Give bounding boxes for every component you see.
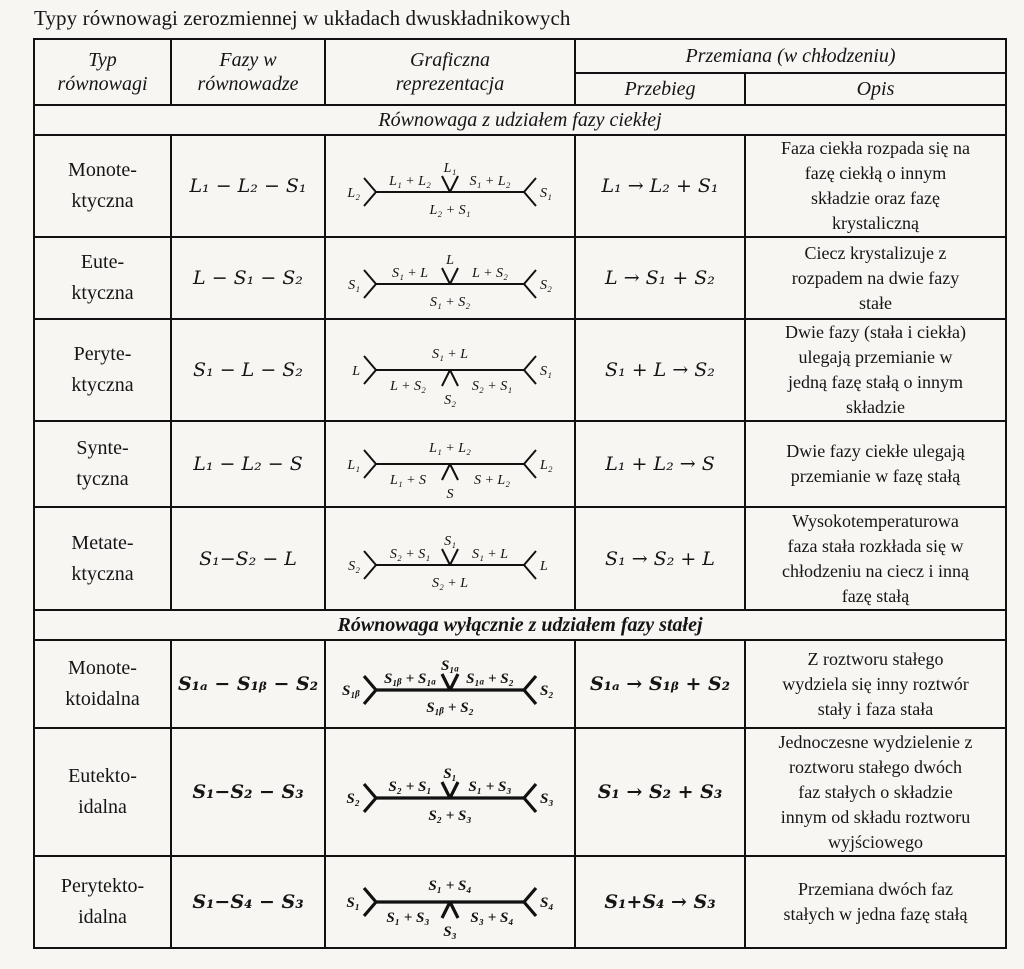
opis-line: Przemiana dwóch faz <box>798 879 953 899</box>
center-fork-right <box>450 176 458 192</box>
center-fork-left <box>442 674 450 690</box>
header-graficzna-line-2: reprezentacja <box>395 73 505 95</box>
diagram-bottom-label: S₁ + S₂ <box>429 295 471 310</box>
phase-diagram <box>330 644 570 724</box>
diagram-bottom-right-label: S₂ + S₁ <box>471 379 513 394</box>
header-opis: Opis <box>745 73 1006 105</box>
table-row <box>34 856 1006 948</box>
cell-diagram <box>325 728 575 856</box>
center-fork-left <box>442 370 450 386</box>
right-fork-lower <box>524 798 536 812</box>
left-fork-lower <box>364 464 376 478</box>
right-fork-upper <box>524 676 536 690</box>
table-row <box>34 135 1006 237</box>
center-fork-right <box>450 782 458 798</box>
equilibrium-table <box>33 38 1007 949</box>
table-row <box>34 319 1006 421</box>
right-fork-lower <box>524 284 536 298</box>
diagram-left-label: S₂ <box>348 558 360 574</box>
typ-line: ktyczna <box>71 374 134 396</box>
opis-line: stałe <box>859 292 892 313</box>
cell-fazy: S₁−S₂ − S₃ <box>171 728 325 856</box>
header-graficzna <box>325 39 575 105</box>
header-typ-line-2: równowagi <box>57 73 148 95</box>
left-fork-lower <box>364 192 376 206</box>
diagram-right-label: S₁ <box>540 364 552 379</box>
header-fazy-line-1: Fazy w <box>219 49 277 71</box>
left-fork-upper <box>364 888 376 902</box>
opis-line: Dwie fazy ciekłe ulegają <box>786 441 965 461</box>
section-row <box>34 105 1006 135</box>
diagram-right-label: S₂ <box>540 278 552 293</box>
diagram-bottom-left-label: L₁ + S <box>389 473 427 488</box>
cell-opis <box>745 319 1006 421</box>
diagram-top-label: S₁ + L <box>431 347 469 362</box>
typ-line: Eute- <box>80 251 125 273</box>
right-fork-upper <box>524 551 536 565</box>
diagram-right-label: S₄ <box>540 895 554 911</box>
cell-opis <box>745 640 1006 728</box>
diagram-top-left-label: S₂ + S₁ <box>388 779 432 795</box>
diagram-left-label: L₁ <box>347 458 360 473</box>
phase-diagram <box>330 424 570 504</box>
diagram-top-right-label: S₁ + S₃ <box>468 779 512 795</box>
cell-przebieg: L₁ → L₂ + S₁ <box>575 135 745 237</box>
left-fork-upper <box>364 676 376 690</box>
left-fork-lower <box>364 902 376 916</box>
right-fork-upper <box>524 784 536 798</box>
cell-opis <box>745 421 1006 507</box>
page-title: Typy równowagi zerozmiennej w układach dwuskładnikowych <box>34 6 571 30</box>
diagram-bottom-label: S₁ᵦ + S₂ <box>426 700 474 716</box>
cell-przebieg: S₁ + L → S₂ <box>575 319 745 421</box>
cell-przebieg: L₁ + L₂ → S <box>575 421 745 507</box>
diagram-bottom-right-label: S + L₂ <box>473 473 511 488</box>
typ-line: Monote- <box>68 657 137 679</box>
cell-przebieg: S₁ₐ → S₁ᵦ + S₂ <box>575 640 745 728</box>
diagram-top-left-label: S₁ᵦ + S₁ₐ <box>383 671 437 687</box>
opis-line: Ciecz krystalizuje z <box>804 242 947 263</box>
center-fork-left <box>442 464 450 480</box>
phase-diagram <box>330 146 570 226</box>
diagram-apex-label: S₂ <box>444 393 456 408</box>
diagram-left-label: S₁ <box>346 895 360 911</box>
diagram-apex-label: L <box>446 253 454 268</box>
opis-line: Dwie fazy (stała i ciekła) <box>785 322 966 342</box>
diagram-left-label: S₁ <box>348 278 360 293</box>
header-typ <box>34 39 171 105</box>
cell-przebieg: S₁ → S₂ + L <box>575 507 745 610</box>
right-fork-lower <box>524 565 536 579</box>
opis-line: fazę stałą <box>841 585 910 606</box>
cell-fazy: S₁ₐ − S₁ᵦ − S₂ <box>171 640 325 728</box>
cell-diagram <box>325 856 575 948</box>
cell-diagram <box>325 135 575 237</box>
table-row <box>34 507 1006 610</box>
diagram-right-label: S₁ <box>540 186 552 201</box>
section-row <box>34 610 1006 640</box>
diagram-bottom-left-label: L + S₂ <box>390 379 426 394</box>
left-fork-lower <box>364 284 376 298</box>
cell-fazy: S₁ − L − S₂ <box>171 319 325 421</box>
opis-line: roztworu stałego dwóch <box>789 756 962 777</box>
opis-line: faz stałych o składzie <box>798 781 953 802</box>
opis-line: krystaliczną <box>832 213 919 233</box>
cell-fazy: L − S₁ − S₂ <box>171 237 325 319</box>
typ-line: Perytekto- <box>60 875 145 897</box>
opis-line: stały i faza stała <box>817 698 934 719</box>
diagram-top-left-label: S₁ + L <box>391 266 429 281</box>
opis-line: Wysokotemperaturowa <box>792 510 959 531</box>
cell-opis <box>745 237 1006 319</box>
cell-diagram <box>325 237 575 319</box>
header-przebieg: Przebieg <box>575 73 745 105</box>
right-fork-lower <box>524 464 536 478</box>
opis-line: wydziela się inny roztwór <box>782 673 969 694</box>
cell-typ <box>34 640 171 728</box>
right-fork-upper <box>524 450 536 464</box>
typ-line: ktyczna <box>71 190 134 212</box>
diagram-left-label: L₂ <box>347 186 360 201</box>
cell-typ <box>34 237 171 319</box>
center-fork-left <box>442 902 450 918</box>
diagram-right-label: S₃ <box>540 791 554 807</box>
diagram-top-label: L₁ + L₂ <box>429 441 471 456</box>
typ-line: ktyczna <box>71 562 134 585</box>
typ-line: ktyczna <box>71 282 134 304</box>
cell-diagram <box>325 421 575 507</box>
cell-opis <box>745 856 1006 948</box>
section-title: Równowaga wyłącznie z udziałem fazy stałej <box>34 610 1006 640</box>
diagram-bottom-left-label: S₁ + S₃ <box>386 910 430 926</box>
left-fork-upper <box>364 551 376 565</box>
diagram-bottom-label: S₂ + S₃ <box>428 808 472 824</box>
center-fork-right <box>450 902 458 918</box>
diagram-top-right-label: S₁ + L₂ <box>469 174 511 189</box>
typ-line: Synte- <box>76 437 129 459</box>
opis-line: fazę ciekłą o innym <box>804 163 947 183</box>
center-fork-right <box>450 674 458 690</box>
header-typ-line-1: Typ <box>88 49 117 71</box>
cell-opis <box>745 507 1006 610</box>
diagram-right-label: L <box>540 558 548 574</box>
right-fork-lower <box>524 370 536 384</box>
opis-line: przemianie w fazę stałą <box>790 466 961 486</box>
typ-line: idalna <box>78 796 127 818</box>
right-fork-upper <box>524 270 536 284</box>
center-fork-right <box>450 464 458 480</box>
diagram-bottom-label: S₂ + L <box>431 575 469 591</box>
cell-fazy: L₁ − L₂ − S₁ <box>171 135 325 237</box>
diagram-bottom-right-label: S₃ + S₄ <box>470 910 514 926</box>
typ-line: Metate- <box>71 531 134 554</box>
header-fazy <box>171 39 325 105</box>
opis-line: składzie <box>846 397 905 417</box>
right-fork-upper <box>524 356 536 370</box>
cell-typ <box>34 421 171 507</box>
header-fazy-line-2: równowadze <box>197 73 299 95</box>
left-fork-lower <box>364 798 376 812</box>
right-fork-lower <box>524 902 536 916</box>
cell-fazy: S₁−S₂ − L <box>171 507 325 610</box>
typ-line: Monote- <box>68 159 137 181</box>
left-fork-lower <box>364 565 376 579</box>
diagram-top-label: S₁ + S₄ <box>428 878 472 894</box>
diagram-left-label: L <box>352 364 360 379</box>
diagram-apex-label: S₃ <box>443 924 457 940</box>
left-fork-lower <box>364 370 376 384</box>
left-fork-upper <box>364 270 376 284</box>
diagram-top-left-label: L₁ + L₂ <box>389 174 431 189</box>
cell-typ <box>34 135 171 237</box>
opis-line: chłodzeniu na ciecz i inną <box>782 560 969 581</box>
right-fork-lower <box>524 690 536 704</box>
opis-line: wyjściowego <box>828 831 923 852</box>
right-fork-upper <box>524 888 536 902</box>
diagram-top-right-label: L + S₂ <box>472 266 508 281</box>
diagram-apex-label: S₁ <box>444 533 456 549</box>
phase-diagram <box>330 752 570 832</box>
cell-opis <box>745 728 1006 856</box>
table-row <box>34 237 1006 319</box>
cell-opis <box>745 135 1006 237</box>
center-fork-left <box>442 268 450 284</box>
phase-diagram <box>330 238 570 318</box>
typ-line: Peryte- <box>73 343 132 365</box>
section-title: Równowaga z udziałem fazy ciekłej <box>34 105 1006 135</box>
phase-diagram <box>330 519 570 599</box>
cell-diagram <box>325 640 575 728</box>
right-fork-lower <box>524 192 536 206</box>
center-fork-left <box>442 549 450 565</box>
diagram-right-label: L₂ <box>540 458 553 473</box>
center-fork-right <box>450 268 458 284</box>
cell-typ <box>34 507 171 610</box>
left-fork-upper <box>364 178 376 192</box>
typ-line: idalna <box>78 906 127 928</box>
typ-line: tyczna <box>76 468 129 490</box>
table-row <box>34 640 1006 728</box>
diagram-bottom-label: L₂ + S₁ <box>429 203 471 218</box>
table-row <box>34 421 1006 507</box>
opis-line: Jednoczesne wydzielenie z <box>778 731 973 752</box>
phase-diagram <box>330 862 570 942</box>
opis-line: Faza ciekła rozpada się na <box>781 138 970 158</box>
diagram-top-left-label: S₂ + S₁ <box>389 546 431 562</box>
phase-diagram <box>330 330 570 410</box>
diagram-apex-label: L₁ <box>443 161 457 176</box>
diagram-apex-label: S <box>446 487 454 502</box>
cell-fazy: S₁−S₄ − S₃ <box>171 856 325 948</box>
center-fork-left <box>442 782 450 798</box>
opis-line: ulegają przemianie w <box>798 347 953 367</box>
typ-line: Eutekto- <box>68 765 137 787</box>
opis-line: rozpadem na dwie fazy <box>791 267 960 288</box>
opis-line: Z roztworu stałego <box>807 648 944 669</box>
center-fork-left <box>442 176 450 192</box>
opis-line: składzie oraz fazę <box>811 188 940 208</box>
left-fork-lower <box>364 690 376 704</box>
left-fork-upper <box>364 450 376 464</box>
cell-przebieg: L → S₁ + S₂ <box>575 237 745 319</box>
cell-fazy: L₁ − L₂ − S <box>171 421 325 507</box>
diagram-top-right-label: S₁ + L <box>471 546 509 562</box>
table-row <box>34 728 1006 856</box>
diagram-apex-label: S₁ <box>443 766 457 782</box>
diagram-apex-label: S₁ₐ <box>440 658 460 674</box>
opis-line: faza stała rozkłada się w <box>787 535 964 556</box>
diagram-left-label: S₁ᵦ <box>342 683 360 699</box>
cell-typ <box>34 728 171 856</box>
right-fork-upper <box>524 178 536 192</box>
cell-typ <box>34 856 171 948</box>
cell-przebieg: S₁ → S₂ + S₃ <box>575 728 745 856</box>
diagram-left-label: S₂ <box>346 791 360 807</box>
header-przemiana: Przemiana (w chłodzeniu) <box>575 39 1006 73</box>
diagram-right-label: S₂ <box>540 683 554 699</box>
cell-diagram <box>325 319 575 421</box>
center-fork-right <box>450 549 458 565</box>
opis-line: innym od składu roztworu <box>780 806 971 827</box>
cell-przebieg: S₁+S₄ → S₃ <box>575 856 745 948</box>
center-fork-right <box>450 370 458 386</box>
header-graficzna-line-1: Graficzna <box>410 49 490 71</box>
opis-line: jedną fazę stałą o innym <box>788 372 963 392</box>
diagram-top-right-label: S₁ₐ + S₂ <box>466 671 514 687</box>
cell-typ <box>34 319 171 421</box>
opis-line: stałych w jedna fazę stałą <box>783 904 968 924</box>
cell-diagram <box>325 507 575 610</box>
left-fork-upper <box>364 356 376 370</box>
typ-line: ktoidalna <box>65 688 140 710</box>
left-fork-upper <box>364 784 376 798</box>
